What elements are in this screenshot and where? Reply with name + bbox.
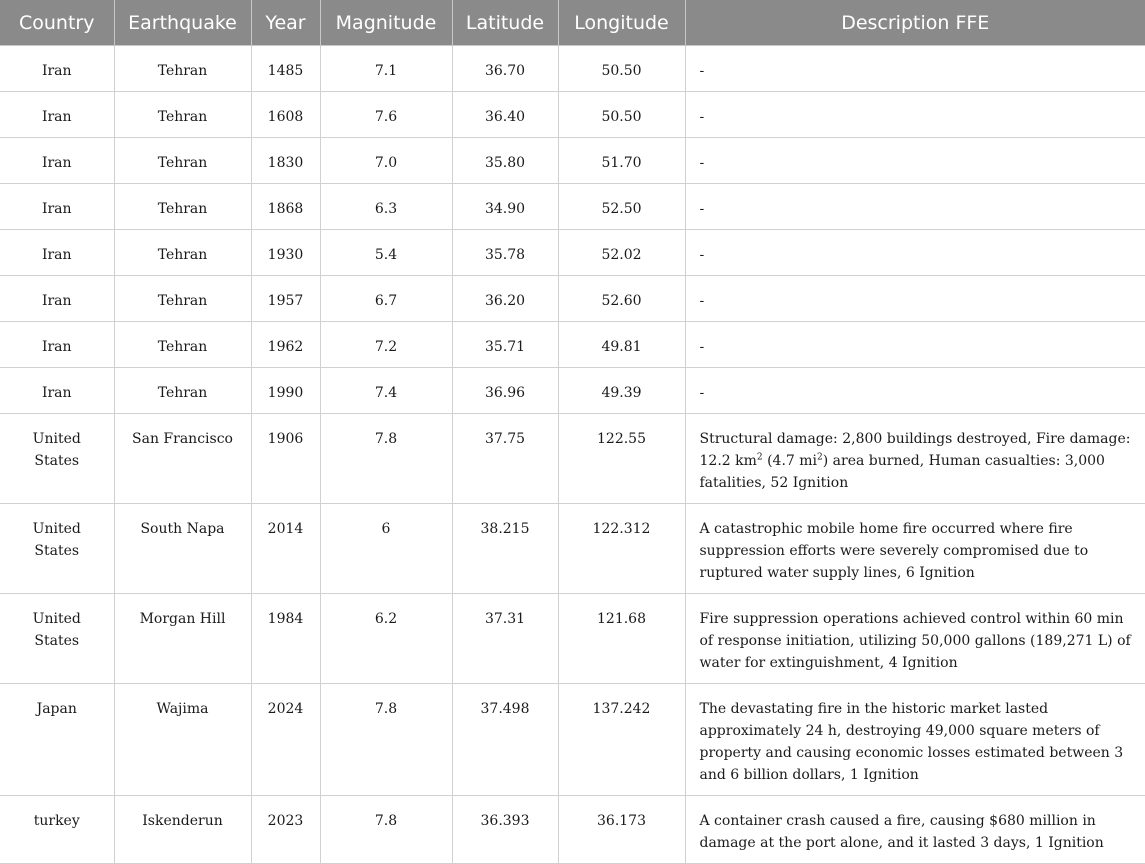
- table-row: [0, 414, 1145, 504]
- cell-latitude: 35.78: [452, 230, 558, 276]
- cell-earthquake: Tehran: [114, 92, 251, 138]
- superscript: 2: [817, 452, 823, 463]
- cell-country: Iran: [0, 92, 114, 138]
- cell-longitude: 50.50: [558, 46, 685, 92]
- cell-latitude: 36.20: [452, 276, 558, 322]
- cell-latitude: 36.96: [452, 368, 558, 414]
- cell-latitude: 37.31: [452, 594, 558, 684]
- cell-year: 1930: [251, 230, 320, 276]
- cell-latitude: 36.393: [452, 796, 558, 864]
- table-row: [0, 138, 1145, 184]
- cell-country: Japan: [0, 684, 114, 796]
- cell-magnitude: 7.0: [320, 138, 452, 184]
- cell-longitude: 51.70: [558, 138, 685, 184]
- cell-country: United States: [0, 414, 114, 504]
- cell-longitude: 122.312: [558, 504, 685, 594]
- cell-year: 1868: [251, 184, 320, 230]
- cell-latitude: 37.498: [452, 684, 558, 796]
- table-row: [0, 276, 1145, 322]
- cell-magnitude: 7.8: [320, 684, 452, 796]
- cell-description: -: [685, 276, 1145, 322]
- table-row: [0, 184, 1145, 230]
- cell-earthquake: Tehran: [114, 46, 251, 92]
- cell-year: 1485: [251, 46, 320, 92]
- description-text: (4.7 mi: [762, 453, 818, 469]
- table-row: [0, 684, 1145, 796]
- cell-earthquake: Iskenderun: [114, 796, 251, 864]
- cell-earthquake: South Napa: [114, 504, 251, 594]
- description-text: ) area burned, Human casualties: 3,000 fatalities, 52 Ignition: [699, 453, 1105, 491]
- cell-year: 1984: [251, 594, 320, 684]
- cell-year: 2023: [251, 796, 320, 864]
- header-earthquake: Earthquake: [114, 0, 251, 46]
- cell-latitude: 38.215: [452, 504, 558, 594]
- cell-magnitude: 6.2: [320, 594, 452, 684]
- cell-longitude: 122.55: [558, 414, 685, 504]
- cell-magnitude: 7.8: [320, 414, 452, 504]
- cell-longitude: 49.39: [558, 368, 685, 414]
- table-row: [0, 368, 1145, 414]
- cell-country: Iran: [0, 230, 114, 276]
- cell-description: -: [685, 368, 1145, 414]
- cell-magnitude: 7.1: [320, 46, 452, 92]
- cell-magnitude: 6.3: [320, 184, 452, 230]
- cell-year: 1962: [251, 322, 320, 368]
- cell-earthquake: Tehran: [114, 322, 251, 368]
- cell-earthquake: Tehran: [114, 276, 251, 322]
- table-row: [0, 322, 1145, 368]
- superscript: 2: [756, 452, 763, 463]
- cell-earthquake: Tehran: [114, 368, 251, 414]
- cell-earthquake: Wajima: [114, 684, 251, 796]
- cell-longitude: 137.242: [558, 684, 685, 796]
- header-country: Country: [0, 0, 114, 46]
- cell-description: A catastrophic mobile home fire occurred where fire suppression efforts were severely compromised due to ruptured water supply lines, 6 Ignition: [685, 504, 1145, 594]
- header-description: Description FFE: [685, 0, 1145, 46]
- cell-description: -: [685, 138, 1145, 184]
- table-row: [0, 796, 1145, 864]
- cell-description: -: [685, 230, 1145, 276]
- table-row: [0, 230, 1145, 276]
- cell-year: 1990: [251, 368, 320, 414]
- cell-longitude: 49.81: [558, 322, 685, 368]
- table-body: [0, 46, 1145, 864]
- header-magnitude: Magnitude: [320, 0, 452, 46]
- cell-country: Iran: [0, 184, 114, 230]
- cell-magnitude: 6: [320, 504, 452, 594]
- cell-description: A container crash caused a fire, causing $680 million in damage at the port alone, and it lasted 3 days, 1 Ignition: [685, 796, 1145, 864]
- cell-magnitude: 5.4: [320, 230, 452, 276]
- description-text: Structural damage: 2,800 buildings destroyed, Fire damage: 12.2 km: [699, 431, 1131, 469]
- cell-magnitude: 7.8: [320, 796, 452, 864]
- cell-country: Iran: [0, 368, 114, 414]
- cell-longitude: 50.50: [558, 92, 685, 138]
- cell-latitude: 35.80: [452, 138, 558, 184]
- cell-country: Iran: [0, 276, 114, 322]
- cell-latitude: 35.71: [452, 322, 558, 368]
- cell-country: United States: [0, 594, 114, 684]
- cell-year: 1906: [251, 414, 320, 504]
- cell-magnitude: 7.2: [320, 322, 452, 368]
- cell-latitude: 36.40: [452, 92, 558, 138]
- cell-description: -: [685, 322, 1145, 368]
- cell-country: turkey: [0, 796, 114, 864]
- cell-earthquake: Tehran: [114, 184, 251, 230]
- cell-year: 1830: [251, 138, 320, 184]
- cell-magnitude: 7.4: [320, 368, 452, 414]
- cell-year: 1608: [251, 92, 320, 138]
- cell-country: United States: [0, 504, 114, 594]
- cell-earthquake: Tehran: [114, 230, 251, 276]
- table-row: [0, 594, 1145, 684]
- table-row: [0, 46, 1145, 92]
- header-year: Year: [251, 0, 320, 46]
- cell-description: -: [685, 92, 1145, 138]
- table-row: [0, 504, 1145, 594]
- cell-country: Iran: [0, 322, 114, 368]
- table-header: [0, 0, 1145, 46]
- table-row: [0, 92, 1145, 138]
- cell-earthquake: Tehran: [114, 138, 251, 184]
- cell-longitude: 121.68: [558, 594, 685, 684]
- cell-magnitude: 7.6: [320, 92, 452, 138]
- cell-longitude: 52.02: [558, 230, 685, 276]
- cell-longitude: 52.60: [558, 276, 685, 322]
- header-latitude: Latitude: [452, 0, 558, 46]
- cell-earthquake: Morgan Hill: [114, 594, 251, 684]
- cell-description: -: [685, 184, 1145, 230]
- header-longitude: Longitude: [558, 0, 685, 46]
- cell-magnitude: 6.7: [320, 276, 452, 322]
- cell-earthquake: San Francisco: [114, 414, 251, 504]
- cell-description: -: [685, 46, 1145, 92]
- cell-longitude: 52.50: [558, 184, 685, 230]
- cell-longitude: 36.173: [558, 796, 685, 864]
- cell-latitude: 34.90: [452, 184, 558, 230]
- cell-description: Fire suppression operations achieved control within 60 min of response initiation, utilizing 50,000 gallons (189,271 L) of water for extinguishment, 4 Ignition: [685, 594, 1145, 684]
- cell-country: Iran: [0, 46, 114, 92]
- cell-year: 2014: [251, 504, 320, 594]
- cell-country: Iran: [0, 138, 114, 184]
- cell-year: 1957: [251, 276, 320, 322]
- cell-description: [685, 414, 1145, 504]
- cell-year: 2024: [251, 684, 320, 796]
- cell-description: The devastating fire in the historic market lasted approximately 24 h, destroying 49,000 square meters of property and causing economic losses estimated between 3 and 6 billion dollars, 1 Ignition: [685, 684, 1145, 796]
- cell-latitude: 36.70: [452, 46, 558, 92]
- cell-latitude: 37.75: [452, 414, 558, 504]
